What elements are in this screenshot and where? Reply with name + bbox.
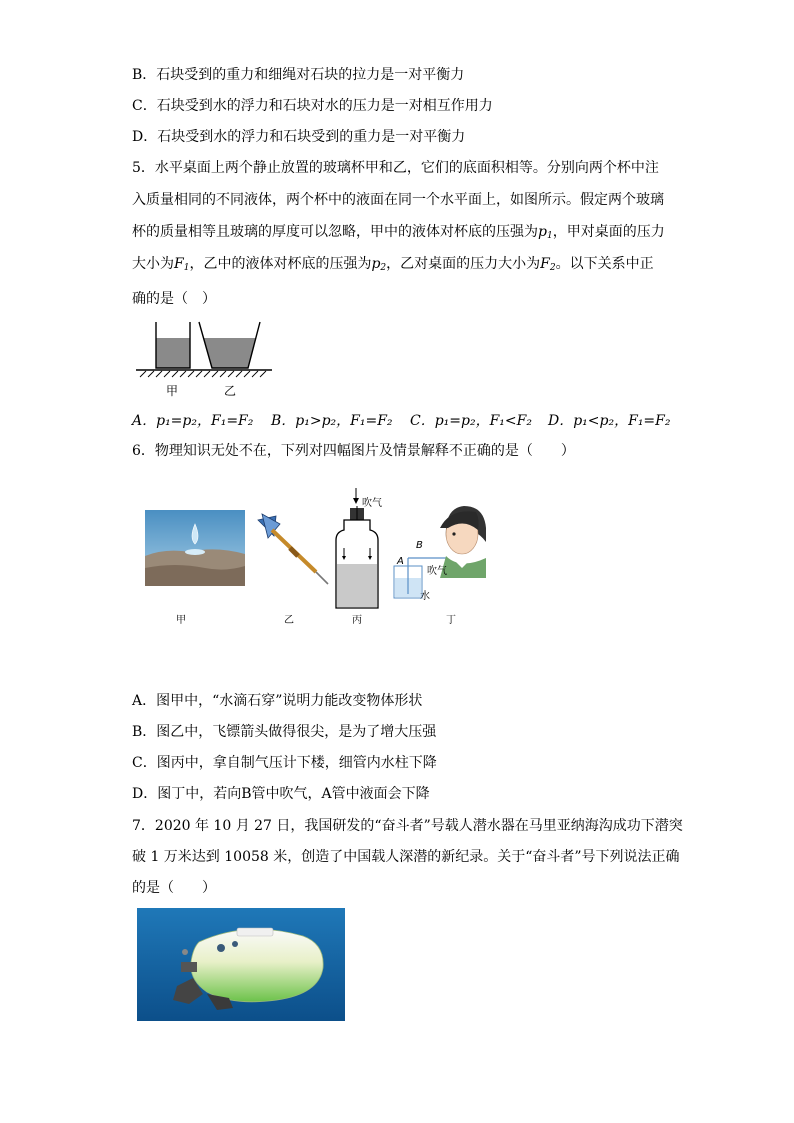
q7-stem-line3: 的是（ ） [132, 880, 216, 896]
q5-option-a: A．p₁=p₂，F₁=F₂ [132, 413, 254, 429]
subscript-1: 1 [183, 263, 190, 273]
q6-caption-ding: 丁 [446, 615, 456, 626]
q5-stem-line2: 入质量相同的不同液体，两个杯中的液面在同一个水平面上，如图所示。假定两个玻璃 [132, 192, 664, 208]
symbol-p: p [538, 224, 547, 240]
q4-option-d: D．石块受到水的浮力和石块受到的重力是一对平衡力 [132, 129, 466, 145]
symbol-p2 [371, 256, 386, 272]
q6-label-blow-top: 吹气 [362, 498, 382, 509]
symbol-p1 [538, 224, 553, 240]
q5-label-yi: 乙 [224, 384, 237, 398]
q4-option-b: B．石块受到的重力和细绳对石块的拉力是一对平衡力 [132, 67, 465, 83]
q4-option-c: C．石块受到水的浮力和石块对水的压力是一对相互作用力 [132, 98, 493, 114]
q5-line4-text-a: 大小为 [132, 256, 174, 272]
q6-fig-jia-water-drop-stone [145, 510, 245, 586]
q5-option-c: C．p₁=p₂，F₁<F₂ [410, 413, 532, 429]
q5-stem-line5: 确的是（ ） [132, 291, 216, 307]
q5-line3-text-a: 杯的质量相等且玻璃的厚度可以忽略，甲中的液体对杯底的压强为 [132, 224, 538, 240]
q6-caption-yi: 乙 [284, 615, 294, 626]
subscript-1: 1 [546, 231, 553, 241]
symbol-F: F [540, 256, 550, 272]
q6-caption-bing: 丙 [352, 615, 362, 626]
q5-label-jia: 甲 [166, 384, 179, 398]
q7-submersible-photo [137, 908, 345, 1021]
q6-option-a: A．图甲中，“水滴石穿”说明力能改变物体形状 [132, 693, 423, 709]
q5-cups-figure [134, 320, 274, 400]
symbol-F: F [174, 256, 184, 272]
symbol-p: p [371, 256, 381, 272]
q6-fig-ding-boy-blowing [390, 498, 490, 602]
q6-stem: 6．物理知识无处不在，下列对四幅图片及情景解释不正确的是（ ） [132, 443, 575, 459]
q6-label-water: 水 [420, 591, 430, 602]
q6-label-blow-side: 吹气 [427, 566, 447, 577]
q7-stem-line1: 7．2020 年 10 月 27 日，我国研发的“奋斗者”号载人潜水器在马里亚纳海沟成功下潜突 [132, 818, 683, 834]
q6-label-A: A [397, 556, 404, 567]
symbol-F1 [174, 256, 189, 272]
q6-option-b: B．图乙中，飞镖箭头做得很尖，是为了增大压强 [132, 724, 437, 740]
q6-fig-yi-dart [254, 512, 334, 588]
q5-stem-line1: 5．水平桌面上两个静止放置的玻璃杯甲和乙，它们的底面积相等。分别向两个杯中注 [132, 160, 659, 176]
q6-option-d: D．图丁中，若向B管中吹气，A管中液面会下降 [132, 786, 430, 802]
q5-option-d: D．p₁<p₂，F₁=F₂ [548, 413, 671, 429]
q6-label-B: B [416, 540, 423, 551]
q5-line4-text-b: ，乙中的液体对杯底的压强为 [189, 256, 372, 272]
q5-line4-text-d: 。以下关系中正 [555, 256, 654, 272]
cup-jia-liquid [156, 338, 190, 368]
q5-line3-text-b: ，甲对桌面的压力 [552, 224, 665, 240]
subscript-2: 2 [549, 263, 556, 273]
q5-line4-text-c: ，乙对桌面的压力大小为 [386, 256, 541, 272]
q5-stem-line3 [132, 223, 665, 245]
subscript-2: 2 [380, 263, 387, 273]
dart-icon [258, 514, 328, 584]
q6-option-c: C．图丙中，拿自制气压计下楼，细管内水柱下降 [132, 755, 437, 771]
table-hatching [140, 371, 266, 377]
symbol-F2 [540, 256, 555, 272]
cup-yi-liquid [204, 338, 256, 368]
q6-caption-jia: 甲 [176, 615, 186, 626]
q5-option-b: B．p₁>p₂，F₁=F₂ [271, 413, 393, 429]
q5-stem-line4 [132, 255, 654, 277]
q7-stem-line2: 破 1 万米达到 10058 米，创造了中国载人深潜的新纪录。关于“奋斗者”号下列说法正确 [132, 849, 680, 865]
